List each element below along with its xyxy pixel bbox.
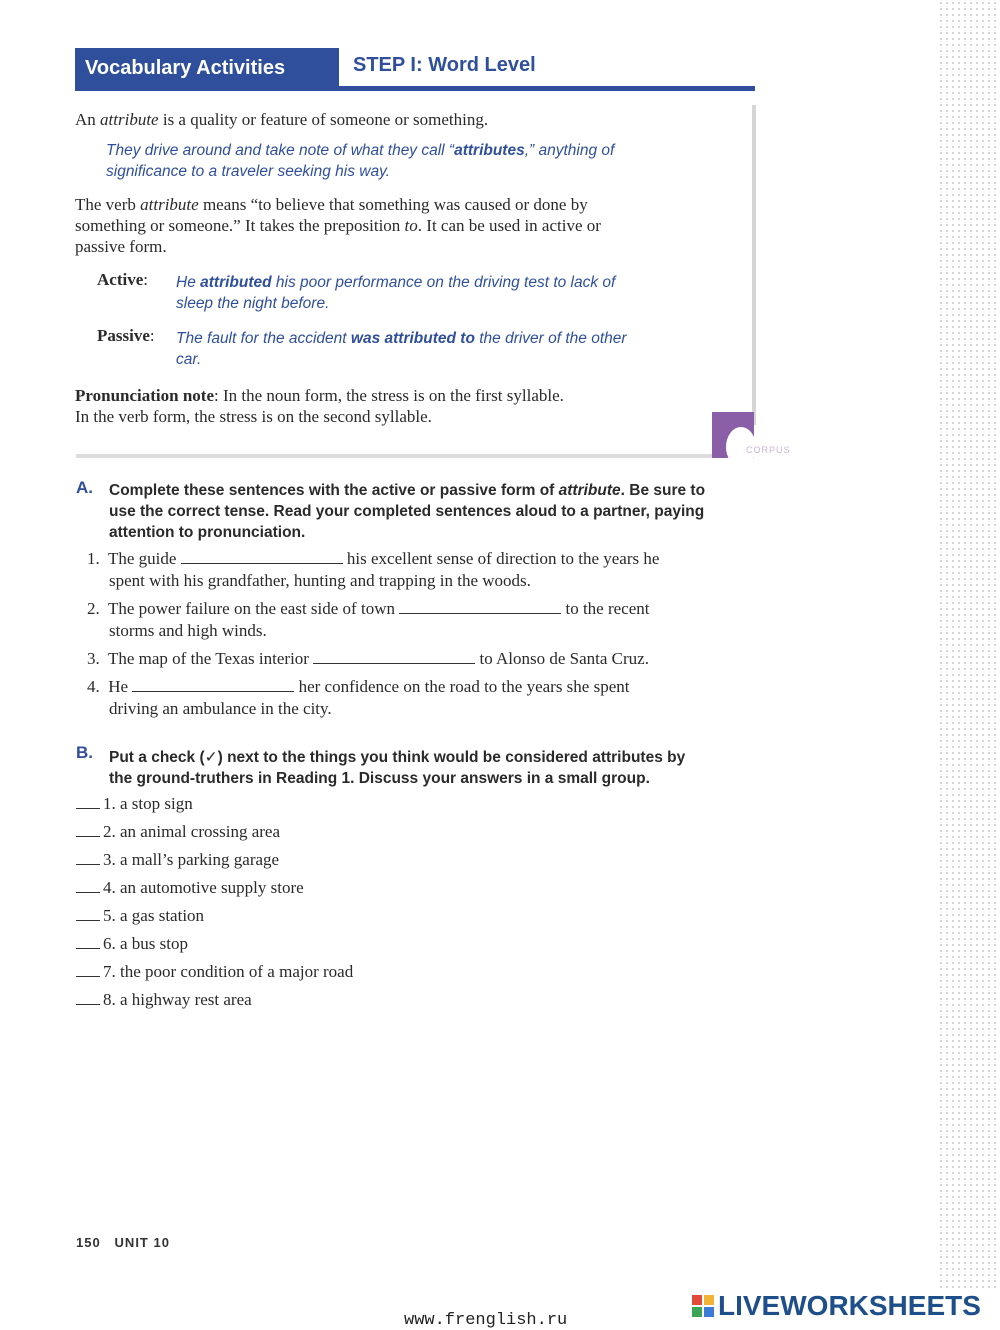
vocabulary-activities-label: Vocabulary Activities: [75, 48, 339, 88]
checklist-item: 6. a bus stop: [76, 933, 188, 955]
check-blank[interactable]: [76, 878, 100, 893]
check-blank[interactable]: [76, 934, 100, 949]
activity-a-item: 1. The guide his excellent sense of direction to the years he spent with his grandfather, hunting and trapping in the woods.: [87, 549, 660, 590]
checklist-item: 7. the poor condition of a major road: [76, 961, 353, 983]
check-blank[interactable]: [76, 906, 100, 921]
step-title: STEP I: Word Level: [353, 54, 536, 76]
checklist-item: 1. a stop sign: [76, 793, 193, 815]
check-blank[interactable]: [76, 962, 100, 977]
definition-box-shadow-bottom: [76, 454, 716, 458]
header-rule: [75, 86, 755, 91]
activity-b-instructions: Put a check (✓) next to the things you think would be considered attributes by the ground-truthers in Reading 1. Discuss your answers in a small group.: [109, 749, 686, 787]
activity-a-instructions: Complete these sentences with the active or passive form of attribute. Be sure to use the correct tense. Read your completed sentences aloud to a partner, paying attention to pronunciation.: [109, 482, 706, 541]
check-blank[interactable]: [76, 850, 100, 865]
definition-verb: The verb attribute means “to believe that something was caused or done by something or someone.” It takes the preposition to. It can be used in active or passive form.: [75, 195, 601, 256]
check-blank[interactable]: [76, 822, 100, 837]
example-active: He attributed his poor performance on the driving test to lack of sleep the night before.: [176, 274, 616, 312]
answer-blank-1[interactable]: [181, 549, 343, 564]
activity-a-item: 3. The map of the Texas interior to Alonso de Santa Cruz.: [87, 649, 649, 668]
site-url[interactable]: www.frenglish.ru: [404, 1311, 568, 1330]
answer-blank-2[interactable]: [399, 599, 561, 614]
check-blank[interactable]: [76, 794, 100, 809]
corpus-label: CORPUS: [746, 445, 791, 455]
page-number: 150: [76, 1235, 101, 1250]
check-blank[interactable]: [76, 990, 100, 1005]
brand-name: LIVEWORKSHEETS: [718, 1290, 981, 1321]
section-header: [75, 48, 755, 92]
example-passive: The fault for the accident was attributed to the driver of the other car.: [176, 330, 627, 368]
page-footer: [76, 1235, 170, 1250]
pronunciation-note: Pronunciation note: In the noun form, the stress is on the first syllable. In the verb form, the stress is on the second syllable.: [75, 386, 564, 426]
activity-a-item: 2. The power failure on the east side of town to the recent storms and high winds.: [87, 599, 650, 640]
unit-label: UNIT 10: [114, 1235, 170, 1250]
example-noun: They drive around and take note of what they call “attributes,” anything of significance to a traveler seeking his way.: [106, 142, 615, 180]
checklist-item: 8. a highway rest area: [76, 989, 252, 1011]
activity-b-letter: B.: [76, 743, 93, 762]
checklist-item: 2. an animal crossing area: [76, 821, 280, 843]
checklist-item: 5. a gas station: [76, 905, 204, 927]
definition-noun: An attribute is a quality or feature of someone or something.: [75, 110, 489, 129]
checklist-item: 4. an automotive supply store: [76, 877, 304, 899]
definition-box-shadow-right: [752, 105, 756, 425]
checklist-item: 3. a mall’s parking garage: [76, 849, 279, 871]
liveworksheets-logo-icon: [692, 1295, 714, 1317]
answer-blank-4[interactable]: [132, 677, 294, 692]
page-edge-dot-pattern: [938, 0, 1000, 1290]
passive-label: Passive:: [97, 326, 155, 345]
activity-a-letter: A.: [76, 478, 93, 497]
activity-a-item: 4. He her confidence on the road to the years she spent driving an ambulance in the city.: [87, 677, 630, 718]
active-label: Active:: [97, 270, 148, 289]
answer-blank-3[interactable]: [313, 649, 475, 664]
